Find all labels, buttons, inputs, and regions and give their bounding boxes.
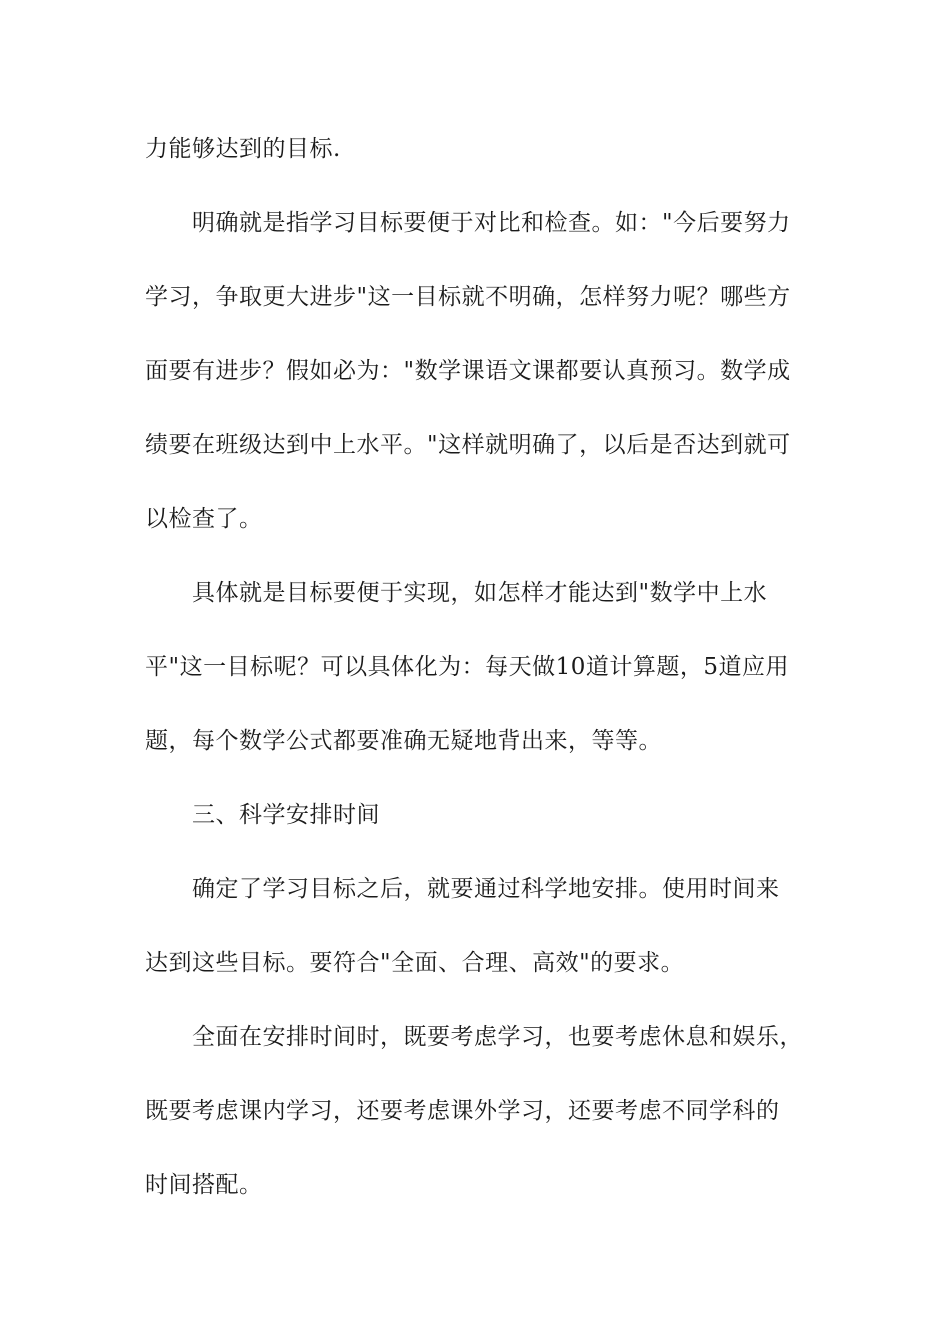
text-line: 达到这些目标。要符合"全面、合理、高效"的要求。 [145, 950, 685, 976]
text-line: 学习，争取更大进步"这一目标就不明确，怎样努力呢？哪些方 [145, 284, 791, 310]
text-line: 平"这一目标呢？可以具体化为：每天做10道计算题，5道应用 [145, 654, 789, 680]
paragraph-clarity-line: 明确就是指学习目标要便于对比和检查。如："今后要努力 [192, 210, 791, 236]
section-heading: 三、科学安排时间 [192, 802, 380, 828]
text-line: 既要考虑课内学习，还要考虑课外学习，还要考虑不同学科的 [145, 1098, 780, 1124]
paragraph-comprehensive-line: 全面在安排时间时，既要考虑学习，也要考虑休息和娱乐， [192, 1024, 803, 1050]
text-line: 以检查了。 [145, 506, 263, 532]
text-line: 力能够达到的目标. [145, 136, 341, 162]
document-body [145, 127, 805, 1237]
text-line: 时间搭配。 [145, 1172, 263, 1198]
text-line: 题，每个数学公式都要准确无疑地背出来，等等。 [145, 728, 662, 754]
paragraph-schedule-line: 确定了学习目标之后，就要通过科学地安排。使用时间来 [192, 876, 780, 902]
paragraph-specific-line: 具体就是目标要便于实现，如怎样才能达到"数学中上水 [192, 580, 768, 606]
text-line: 绩要在班级达到中上水平。"这样就明确了，以后是否达到就可 [145, 432, 791, 458]
text-line: 面要有进步？假如必为："数学课语文课都要认真预习。数学成 [145, 358, 791, 384]
